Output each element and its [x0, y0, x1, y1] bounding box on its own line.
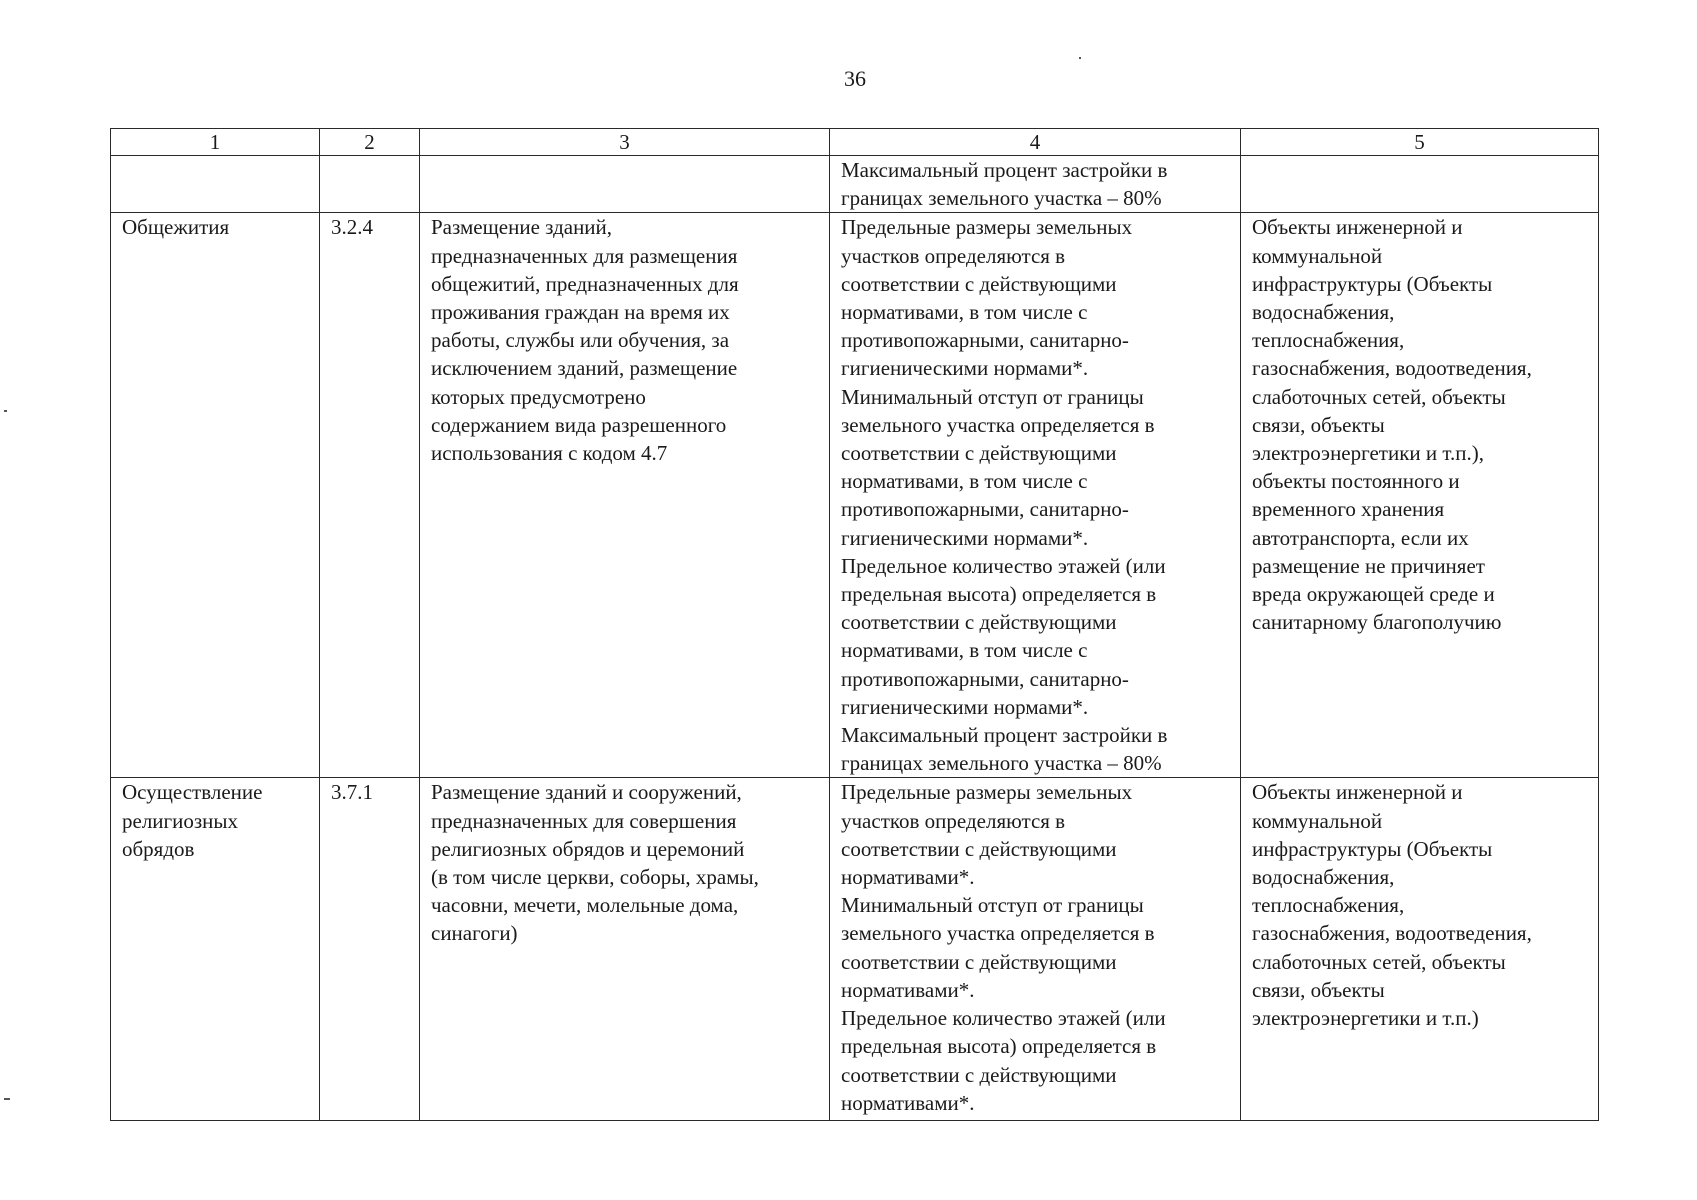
table-row — [111, 156, 1599, 213]
use-description-cell — [420, 156, 830, 213]
page-number: 36 — [844, 66, 866, 91]
use-code: 3.2.4 — [331, 215, 373, 240]
column-header: 3 — [420, 129, 830, 156]
use-parameters: Предельные размеры земельных участков определяются в соответствии с действующими нормативами, в том числе с противопожарными, санитарно- гигиеническими нормами*. Минимальный отступ от границы земельного участка определяется в соответствии с действующими нормативами, в том числе с противопожарными, санитарно- гигиеническими нормами*. Предельное количество этажей (или предельная высота) определяется в соответствии с действующими нормативами, в том числе с противопожарными, санитарно- гигиеническими нормами*. Максимальный процент застройки в границах земельного участка – 80% — [841, 215, 1168, 776]
column-header: 5 — [1241, 129, 1599, 156]
column-header-row — [111, 129, 1599, 156]
column-header: 1 — [111, 129, 320, 156]
use-name: Осуществление религиозных обрядов — [122, 780, 263, 861]
use-auxiliary-cell — [1241, 156, 1599, 213]
use-description: Размещение зданий и сооружений, предназначенных для совершения религиозных обрядов и церемоний (в том числе церкви, соборы, храмы, часовни, мечети, молельные дома, синагоги) — [431, 780, 759, 946]
use-code-cell — [320, 156, 420, 213]
scan-mark — [4, 410, 7, 412]
use-parameters: Максимальный процент застройки в границах земельного участка – 80% — [841, 158, 1168, 211]
scan-mark — [4, 1098, 10, 1100]
use-name-cell — [111, 213, 320, 778]
column-header: 2 — [320, 129, 420, 156]
use-parameters-cell — [830, 156, 1241, 213]
use-description-cell — [420, 213, 830, 778]
use-name-cell — [111, 778, 320, 1121]
scan-mark — [1079, 57, 1081, 59]
column-header: 4 — [830, 129, 1241, 156]
use-name: Общежития — [122, 215, 230, 240]
use-code-cell — [320, 213, 420, 778]
use-name-cell — [111, 156, 320, 213]
use-parameters-cell — [830, 778, 1241, 1121]
table-row — [111, 213, 1599, 778]
use-auxiliary: Объекты инженерной и коммунальной инфраструктуры (Объекты водоснабжения, теплоснабжения, газоснабжения, водоотведения, слаботочных сетей, объекты связи, объекты электроэнергетики и т.п.), объекты постоянного и временного хранения автотранспорта, если их размещение не причиняет вреда окружающей среде и санитарному благополучию — [1252, 215, 1532, 635]
use-parameters-cell — [830, 213, 1241, 778]
land-use-table — [110, 128, 1599, 1121]
use-description: Размещение зданий, предназначенных для размещения общежитий, предназначенных для проживания граждан на время их работы, службы или обучения, за исключением зданий, размещение которых предусмотрено содержанием вида разрешенного использования с кодом 4.7 — [431, 215, 739, 466]
use-code-cell — [320, 778, 420, 1121]
use-description-cell — [420, 778, 830, 1121]
use-auxiliary-cell — [1241, 778, 1599, 1121]
use-parameters: Предельные размеры земельных участков определяются в соответствии с действующими нормативами*. Минимальный отступ от границы земельного участка определяется в соответствии с действующими нормативами*. Предельное количество этажей (или предельная высота) определяется в соответствии с действующими нормативами*. — [841, 780, 1166, 1115]
use-code: 3.7.1 — [331, 780, 373, 805]
table-row — [111, 778, 1599, 1121]
use-auxiliary-cell — [1241, 213, 1599, 778]
use-auxiliary: Объекты инженерной и коммунальной инфраструктуры (Объекты водоснабжения, теплоснабжения, газоснабжения, водоотведения, слаботочных сетей, объекты связи, объекты электроэнергетики и т.п.) — [1252, 780, 1532, 1031]
